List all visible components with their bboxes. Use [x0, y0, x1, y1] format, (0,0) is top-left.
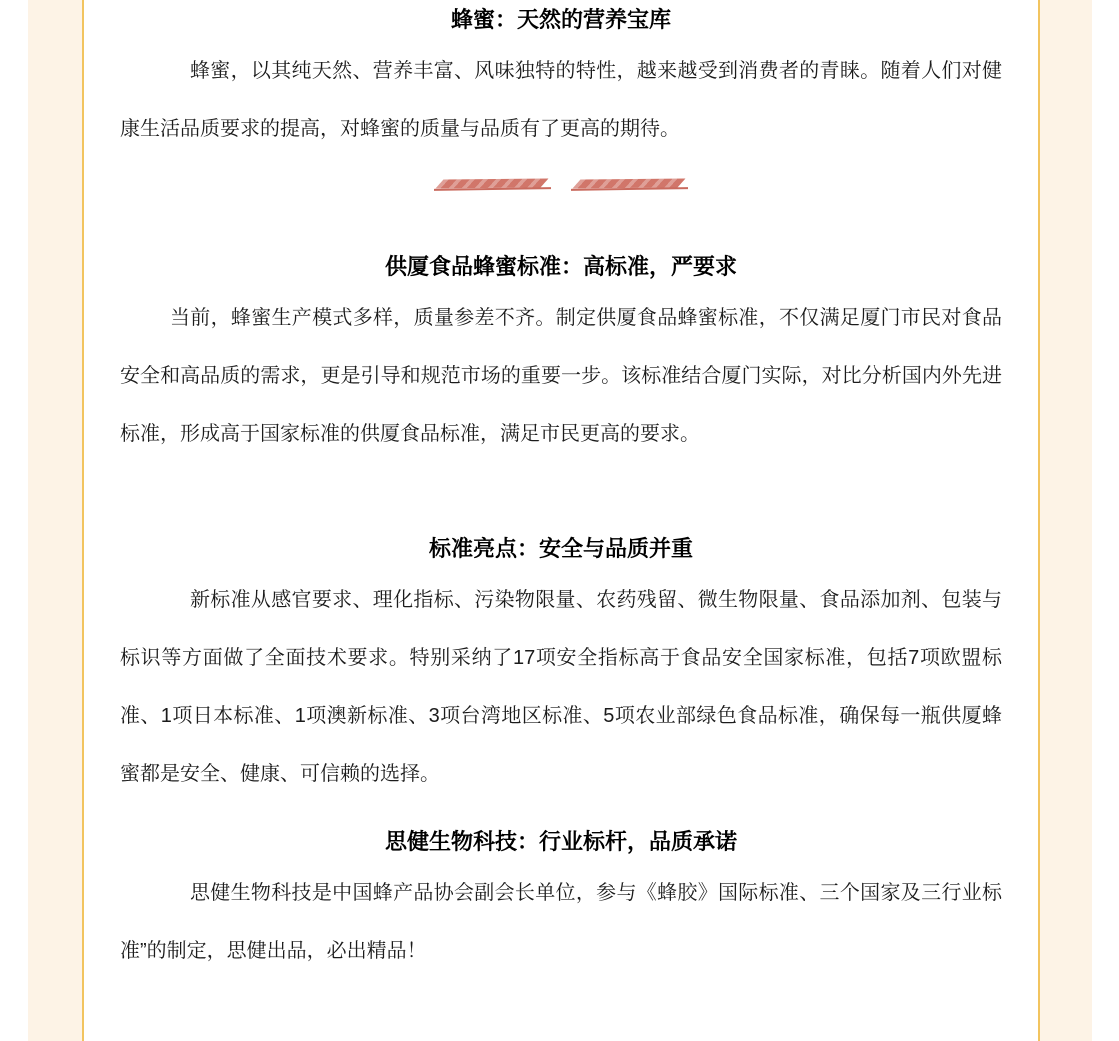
section-heading: 标准亮点：安全与品质并重 [428, 536, 693, 561]
article-section [120, 4, 1002, 194]
article-section [120, 826, 1002, 980]
article-sections [120, 4, 1002, 980]
article-card [28, 0, 1092, 1041]
section-paragraph: 蜂蜜，以其纯天然、营养丰富、风味独特的特性，越来越受到消费者的青睐。随着人们对健康生活品质要求的提高，对蜂蜜的质量与品质有了更高的期待。 [120, 60, 1002, 140]
section-heading: 蜂蜜：天然的营养宝库 [450, 7, 671, 32]
section-heading: 思健生物科技：行业标杆，品质承诺 [384, 829, 737, 854]
article-section [120, 533, 1002, 803]
section-paragraph: 新标准从感官要求、理化指标、污染物限量、农药残留、微生物限量、食品添加剂、包装与标识等方面做了全面技术要求。特别采纳了17项安全指标高于食品安全国家标准，包括7项欧盟标准、1项日本标准、1项澳新标准、3项台湾地区标准、5项农业部绿色食品标准，确保每一瓶供厦蜂蜜都是安全、健康、可信赖的选择。 [120, 589, 1002, 785]
article-section [120, 251, 1002, 463]
section-paragraph: 当前，蜂蜜生产模式多样，质量参差不齐。制定供厦食品蜂蜜标准，不仅满足厦门市民对食品安全和高品质的需求，更是引导和规范市场的重要一步。该标准结合厦门实际，对比分析国内外先进标准，形成高于国家标准的供厦食品标准，满足市民更高的要求。 [120, 307, 1002, 445]
brush-tail-line [434, 187, 551, 191]
brush-tail-line [571, 187, 688, 191]
brush-divider [120, 178, 1002, 194]
brush-stroke-right [571, 178, 688, 192]
section-heading: 供厦食品蜂蜜标准：高标准，严要求 [384, 254, 737, 279]
section-paragraph: 思健生物科技是中国蜂产品协会副会长单位，参与《蜂胶》国际标准、三个国家及三行业标准”的制定，思健出品，必出精品！ [120, 882, 1002, 962]
brush-stroke-left [434, 178, 551, 192]
article-panel [82, 0, 1040, 1041]
